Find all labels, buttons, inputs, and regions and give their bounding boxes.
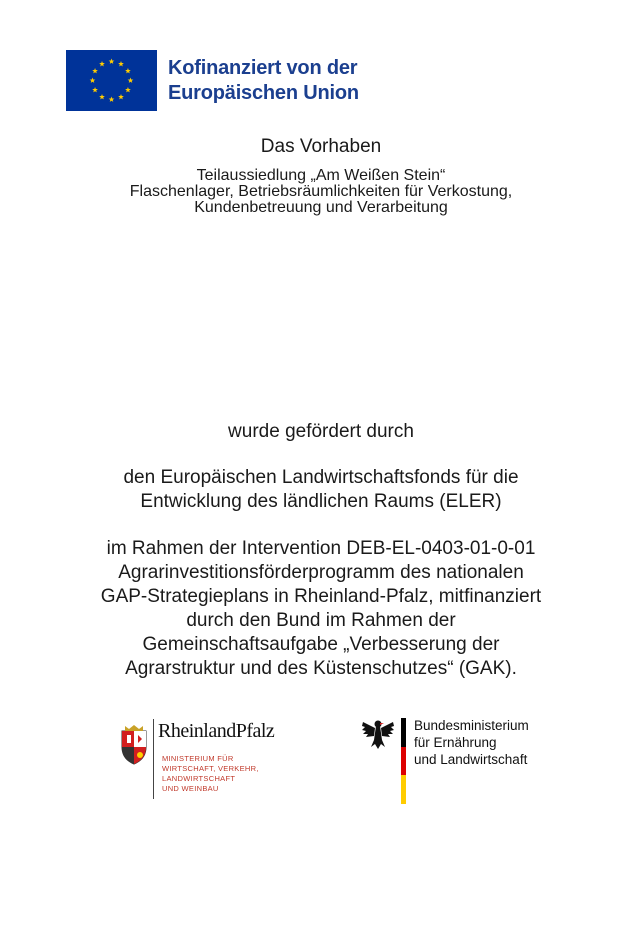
rlp-ministry-line2: WIRTSCHAFT, VERKEHR, — [162, 764, 259, 773]
project-description — [0, 168, 642, 216]
german-flag-bar-icon — [401, 718, 406, 804]
intervention-line4: durch den Bund im Rahmen der — [186, 610, 456, 631]
fund-text — [0, 466, 642, 514]
rlp-ministry-line3: LANDWIRTSCHAFT — [162, 774, 236, 783]
eu-flag-icon — [66, 50, 157, 111]
project-line3: Kundenbetreuung und Verarbeitung — [194, 199, 448, 216]
rlp-ministry-text — [162, 754, 259, 794]
rlp-coat-of-arms-icon — [117, 725, 151, 765]
rlp-divider — [153, 719, 154, 799]
bmel-line2: für Ernährung — [414, 735, 497, 750]
rlp-ministry-line1: MINISTERIUM FÜR — [162, 754, 234, 763]
eu-text-line1: Kofinanziert von der — [168, 57, 358, 79]
page-title: Das Vorhaben — [260, 136, 382, 157]
bmel-name-text — [414, 717, 529, 768]
fund-line2: Entwicklung des ländlichen Raums (ELER) — [140, 491, 502, 512]
intervention-line1: im Rahmen der Intervention DEB-EL-0403-01-0-01 — [106, 538, 536, 559]
funded-by-text: wurde gefördert durch — [228, 421, 414, 442]
intervention-line6: Agrarstruktur und des Küstenschutzes“ (GAK). — [125, 658, 517, 679]
fund-line1: den Europäischen Landwirtschaftsfonds für die — [123, 467, 519, 488]
eu-text-line2: Europäischen Union — [168, 82, 359, 104]
federal-eagle-icon — [361, 716, 395, 750]
project-line1: Teilaussiedlung „Am Weißen Stein“ — [196, 167, 446, 184]
project-line2: Flaschenlager, Betriebsräumlichkeiten für Verkostung, — [129, 183, 513, 200]
bmel-line1: Bundesministerium — [414, 718, 529, 733]
intervention-line5: Gemeinschaftsaufgabe „Verbesserung der — [142, 634, 500, 655]
eu-cofinanced-text — [168, 56, 359, 106]
intervention-line2: Agrarinvestitionsförderprogramm des nationalen — [118, 562, 524, 583]
intervention-line3: GAP-Strategieplans in Rheinland-Pfalz, mitfinanziert — [100, 586, 542, 607]
rlp-ministry-line4: UND WEINBAU — [162, 784, 219, 793]
bmel-line3: und Landwirtschaft — [414, 752, 528, 767]
intervention-text — [0, 537, 642, 681]
rlp-name-text: RheinlandPfalz — [158, 720, 275, 742]
